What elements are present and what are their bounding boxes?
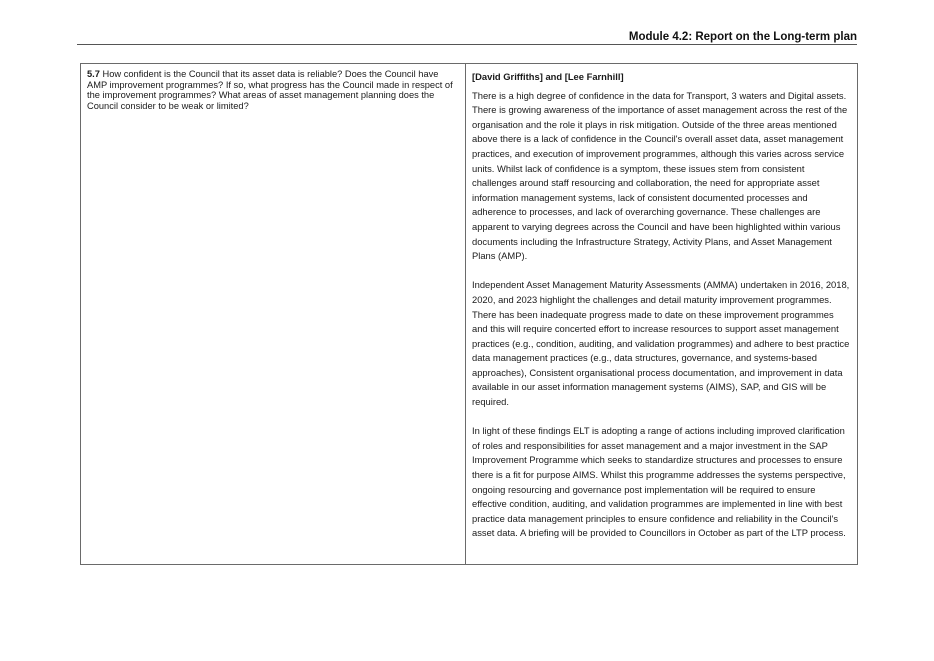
module-title: Module 4.2: Report on the Long-term plan <box>628 31 857 43</box>
question-text: How confident is the Council that its asset data is reliable? Does the Council have AMP improvement programmes? If so, what progress has the Council made in respect of the improvement programmes? What areas of asset management planning does the Council consider to be weak or limited? <box>87 69 453 111</box>
respondent-names: [David Griffiths] and [Lee Farnhill] <box>472 71 624 82</box>
answer-paragraph-data-confidence: There is a high degree of confidence in the data for Transport, 3 waters and Digital assets. There is growing awareness of the importance of asset management across the rest of the organisation and the role it plays in risk mitigation. Outside of the three areas mentioned above there is a lack of confidence in the Council's overall asset data, asset management practices, and execution of improvement programmes, although this varies across service units. Whilst lack of confidence is a symptom, these issues stem from consistent challenges around staff resourcing and collaboration, the need for appropriate asset information management systems, lack of consistent documented processes and adherence to processes, and lack of overarching governance. These challenges are apparent to varying degrees across the Council and have been highlighted within various documents including the Infrastructure Strategy, Activity Plans, and Asset Management Plans (AMP). <box>472 89 848 262</box>
question-number: 5.7 <box>87 69 100 79</box>
answer-paragraph-elt-actions: In light of these findings ELT is adopting a range of actions including improved clarification of roles and responsibilities for asset management and a major investment in the SAP Improvement Programme which seeks to standardize structures and processes to ensure there is a fit for purpose AIMS. Whilst this programme addresses the systems perspective, ongoing resourcing and governance post implementation will be required to ensure effective condition, auditing, and validation programmes are implemented in line with best practice data management principles to ensure confidence and reliability in the Council's asset data. A briefing will be provided to Councillors in October as part of the LTP process. <box>472 425 846 539</box>
question-cell <box>81 64 466 564</box>
answer-cell <box>466 64 857 564</box>
question-answer-table <box>80 63 858 565</box>
answer-paragraph-amma-assessments: Independent Asset Management Maturity Assessments (AMMA) undertaken in 2016, 2018, 2020, and 2023 highlight the challenges and detail maturity improvement programmes. There has been inadequate progress made to date on these improvement programmes and this will require concerted effort to increase resources to support asset management practices (e.g., condition, auditing, and validation programmes) and adhere to best practice data management practices (e.g., data structures, governance, and systems-based approaches), Consistent organisational process documentation, and improvement in data available in our asset information management systems (AIMS), SAP, and GIS will be required. <box>472 279 850 408</box>
page-header <box>77 28 857 45</box>
